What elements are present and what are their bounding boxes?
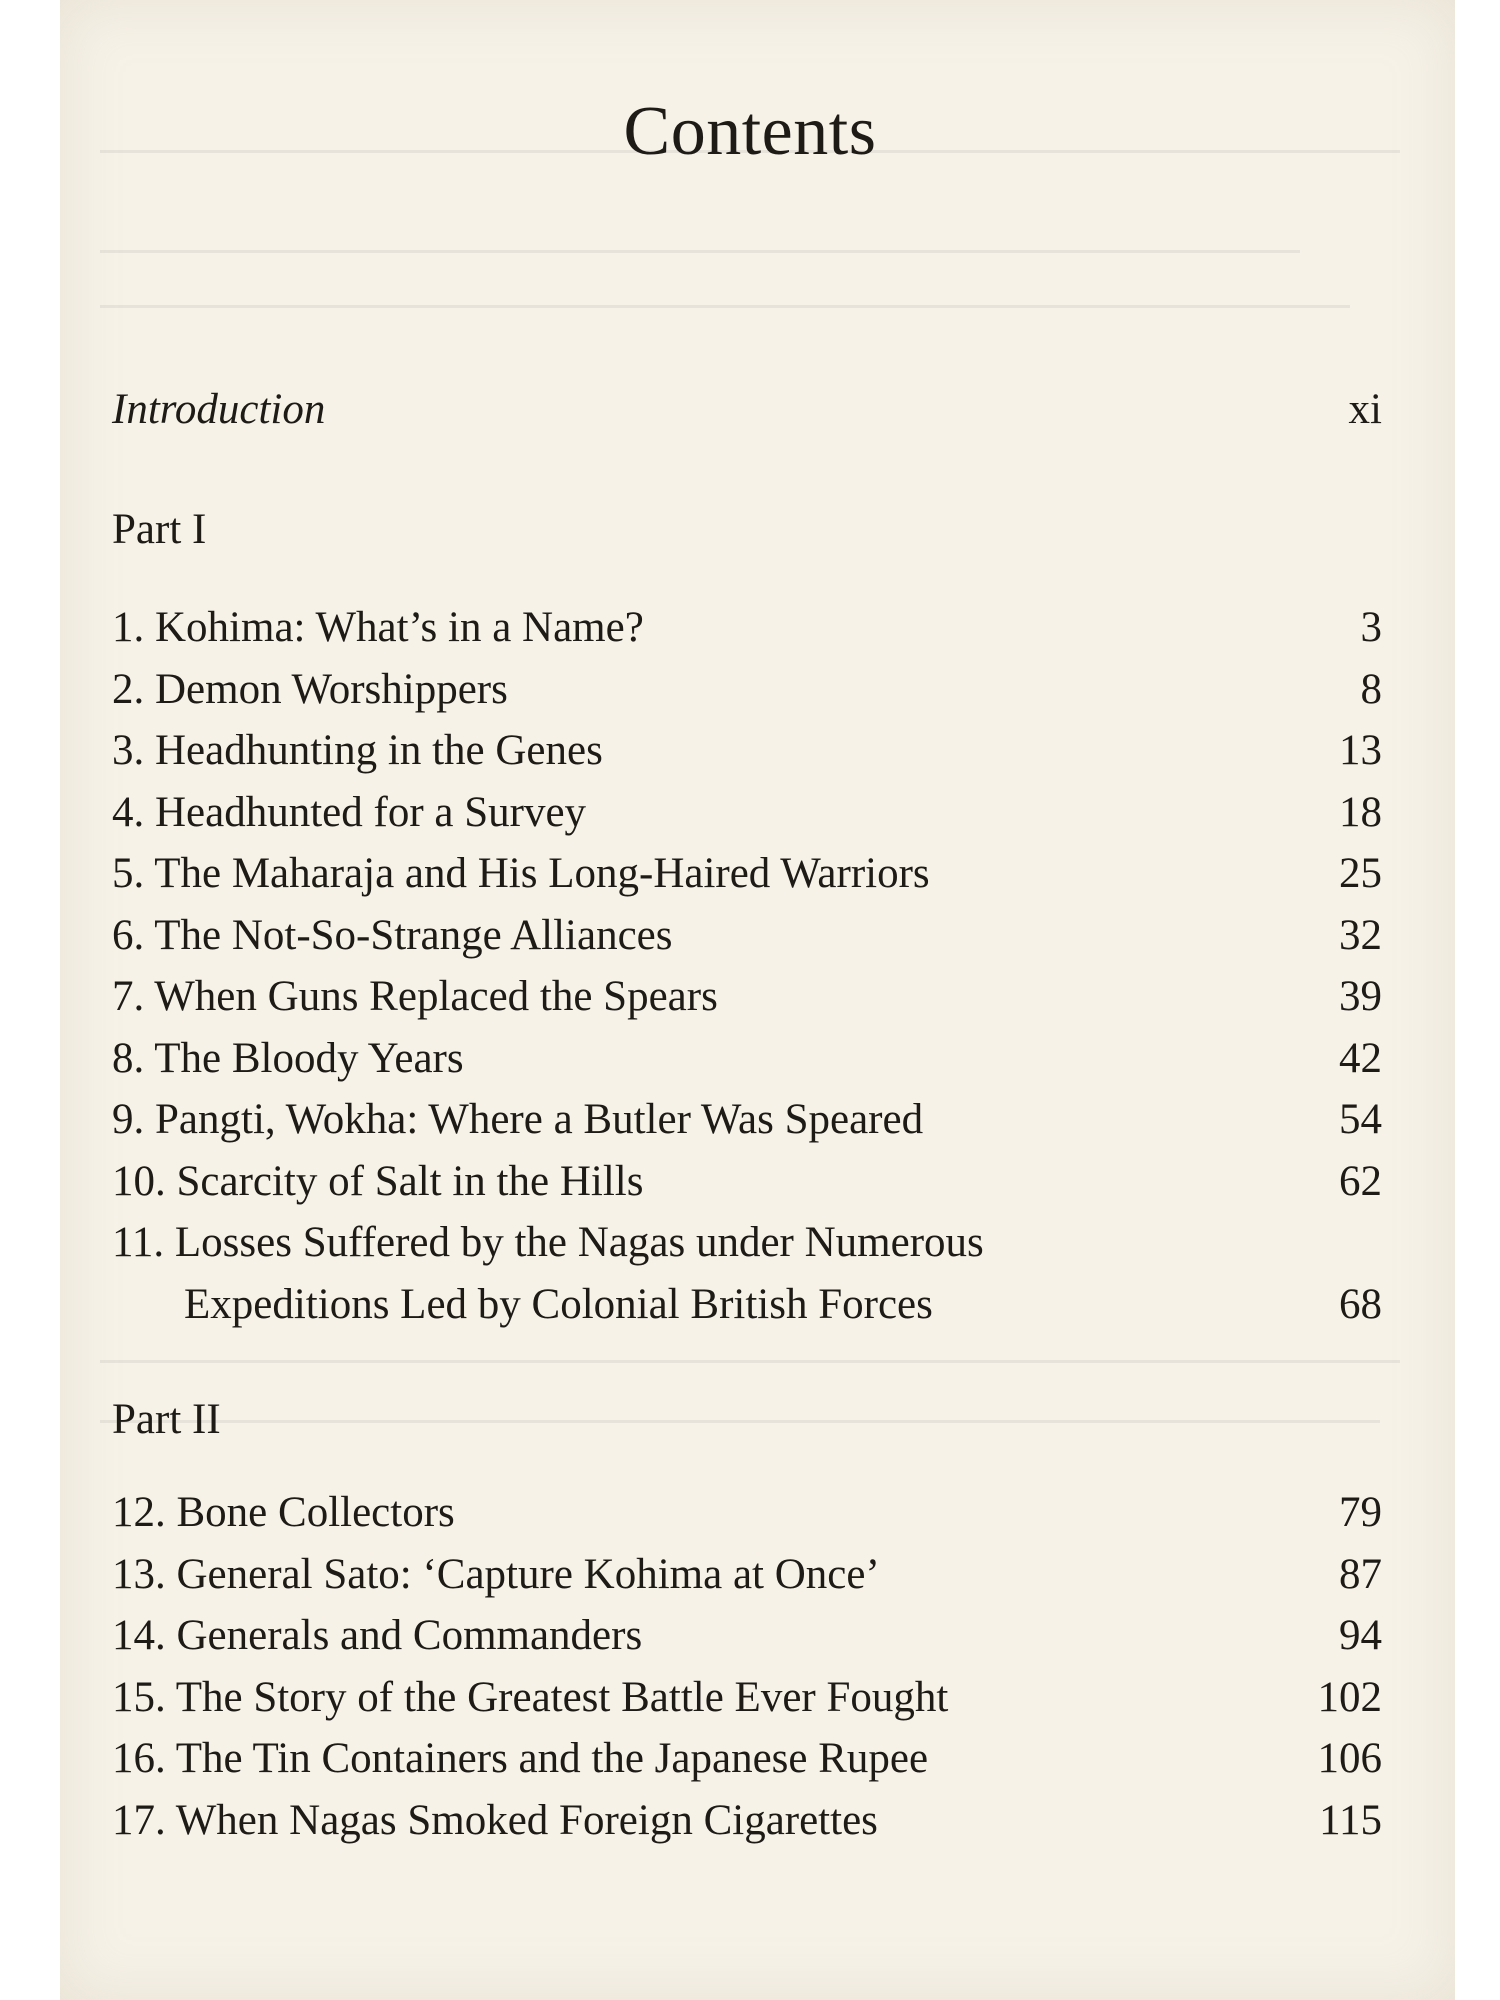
chapter-title: 2. Demon Worshippers bbox=[112, 665, 508, 713]
page-number: 68 bbox=[1339, 1280, 1382, 1328]
chapter-title: 4. Headhunted for a Survey bbox=[112, 788, 587, 836]
page-number: 25 bbox=[1339, 850, 1382, 897]
chapter-title: 5. The Maharaja and His Long-Haired Warriors bbox=[112, 850, 930, 897]
part-1-chapter-list bbox=[112, 597, 1382, 1335]
page-number: 3 bbox=[1360, 604, 1382, 651]
toc-entry[interactable] bbox=[112, 1605, 1382, 1667]
toc-entry[interactable] bbox=[112, 659, 1382, 721]
toc-entry[interactable] bbox=[112, 1544, 1382, 1606]
chapter-title-continuation: Expeditions Led by Colonial British Forces bbox=[184, 1280, 933, 1328]
page-number: 8 bbox=[1360, 665, 1382, 713]
chapter-title: 14. Generals and Commanders bbox=[112, 1612, 643, 1659]
page-number: 79 bbox=[1339, 1489, 1382, 1536]
toc-entry[interactable] bbox=[112, 1790, 1382, 1852]
toc-entry[interactable] bbox=[112, 782, 1382, 844]
page-number: 87 bbox=[1339, 1550, 1382, 1598]
page-number: 106 bbox=[1317, 1735, 1382, 1782]
chapter-title: 1. Kohima: What’s in a Name? bbox=[112, 604, 644, 651]
page-number: 13 bbox=[1339, 727, 1382, 774]
chapter-title: 3. Headhunting in the Genes bbox=[112, 727, 603, 774]
chapter-title: 7. When Guns Replaced the Spears bbox=[112, 973, 718, 1020]
introduction-page-number: xi bbox=[1348, 386, 1382, 433]
page-number: 32 bbox=[1339, 911, 1382, 959]
chapter-title: 10. Scarcity of Salt in the Hills bbox=[112, 1157, 644, 1205]
chapter-title: 9. Pangti, Wokha: Where a Butler Was Speared bbox=[112, 1096, 924, 1143]
page-number: 54 bbox=[1339, 1096, 1382, 1143]
toc-entry[interactable] bbox=[112, 966, 1382, 1028]
page-number: 42 bbox=[1339, 1034, 1382, 1082]
chapter-title: 11. Losses Suffered by the Nagas under Numerous bbox=[112, 1219, 984, 1266]
page-number: 102 bbox=[1317, 1673, 1382, 1721]
toc-entry[interactable] bbox=[112, 1667, 1382, 1729]
chapter-title: 8. The Bloody Years bbox=[112, 1034, 464, 1082]
page-number: 18 bbox=[1339, 788, 1382, 836]
toc-entry[interactable] bbox=[112, 843, 1382, 905]
toc-entry[interactable] bbox=[112, 1728, 1382, 1790]
page-number: 62 bbox=[1339, 1157, 1382, 1205]
chapter-title: 16. The Tin Containers and the Japanese Rupee bbox=[112, 1735, 929, 1782]
toc-entry[interactable] bbox=[112, 1212, 1382, 1335]
part-heading-2: Part II bbox=[112, 1396, 221, 1443]
part-heading-1: Part I bbox=[112, 506, 207, 553]
introduction-label: Introduction bbox=[112, 386, 326, 433]
chapter-title: 17. When Nagas Smoked Foreign Cigarettes bbox=[112, 1796, 878, 1844]
chapter-title: 12. Bone Collectors bbox=[112, 1489, 455, 1536]
chapter-title: 13. General Sato: ‘Capture Kohima at Once’ bbox=[112, 1550, 880, 1598]
toc-entry[interactable] bbox=[112, 1028, 1382, 1090]
toc-entry[interactable] bbox=[112, 905, 1382, 967]
toc-introduction[interactable] bbox=[112, 385, 1382, 434]
page-number: 94 bbox=[1339, 1612, 1382, 1659]
toc-entry[interactable] bbox=[112, 720, 1382, 782]
toc-entry[interactable] bbox=[112, 1482, 1382, 1544]
page-number: 115 bbox=[1319, 1796, 1382, 1844]
page-number: 39 bbox=[1339, 973, 1382, 1020]
toc-entry[interactable] bbox=[112, 1151, 1382, 1213]
part-2-chapter-list bbox=[112, 1482, 1382, 1851]
toc-entry[interactable] bbox=[112, 1089, 1382, 1151]
chapter-title: 15. The Story of the Greatest Battle Ever Fought bbox=[112, 1673, 949, 1721]
chapter-title: 6. The Not-So-Strange Alliances bbox=[112, 911, 673, 959]
page-title: Contents bbox=[623, 93, 877, 170]
toc-entry[interactable] bbox=[112, 597, 1382, 659]
